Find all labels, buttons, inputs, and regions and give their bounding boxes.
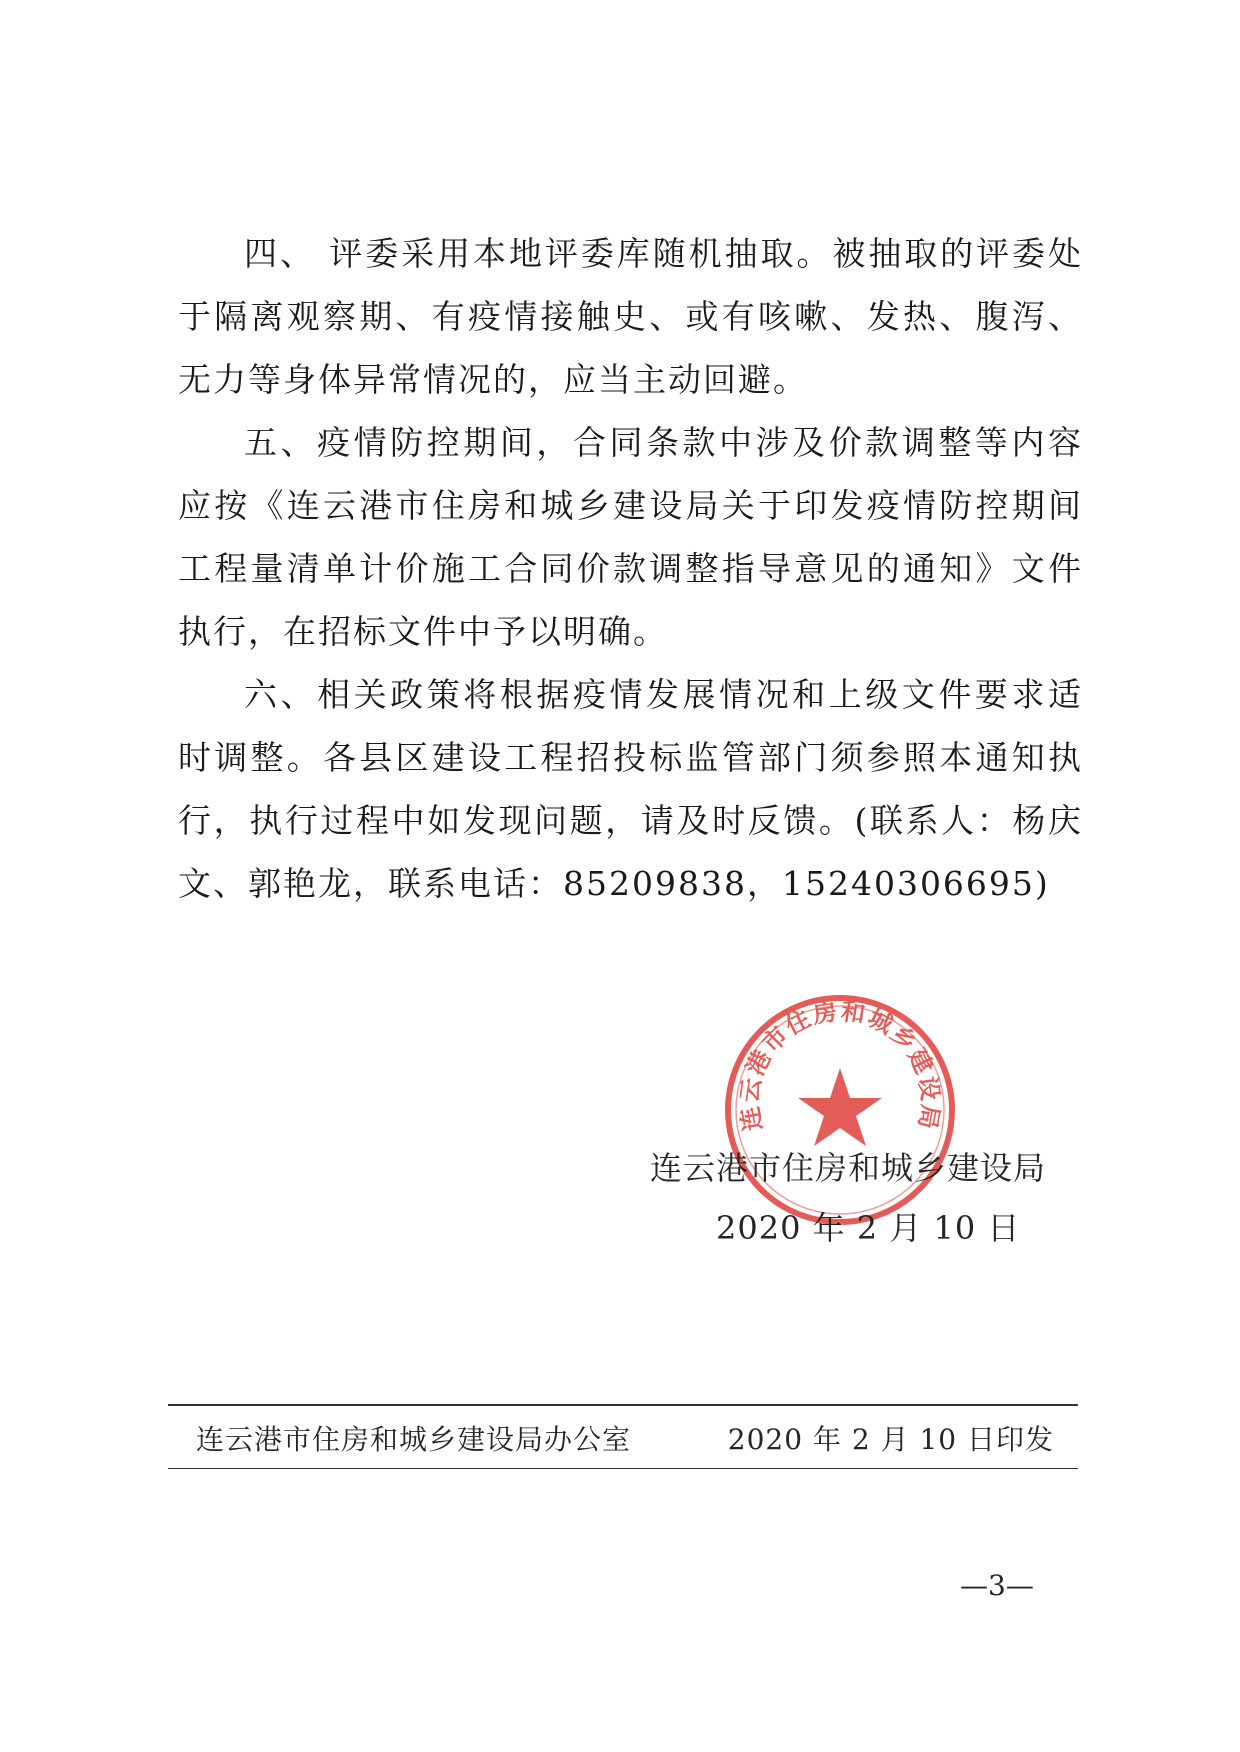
signature-organization: 连云港市住房和城乡建设局 (650, 1149, 1047, 1187)
footer-issuer: 连云港市住房和城乡建设局办公室 (196, 1423, 632, 1456)
footer-bottom-rule (168, 1468, 1078, 1469)
footer-top-rule (168, 1404, 1078, 1406)
seal-star-icon (798, 1068, 882, 1146)
paragraph-four: 四、 评委采用本地评委库随机抽取。被抽取的评委处于隔离观察期、有疫情接触史、或有咳嗽、发热、腹泻、无力等身体异常情况的，应当主动回避。 (178, 234, 1083, 399)
body-text (178, 222, 1083, 915)
page-number: —3— (960, 1569, 1034, 1602)
signature-block (650, 1138, 1090, 1258)
paragraph-six: 六、相关政策将根据疫情发展情况和上级文件要求适时调整。各县区建设工程招投标监管部门须参照本通知执行，执行过程中如发现问题，请及时反馈。(联系人：杨庆文、郭艳龙，联系电话：85209838，15240306695) (178, 675, 1083, 903)
seal-text: 连云港市住房和城乡建设局 (734, 996, 946, 1134)
signature-date: 2020 年 2 月 10 日 (716, 1209, 1021, 1247)
footer-issue-date: 2020 年 2 月 10 日印发 (727, 1423, 1054, 1456)
paragraph-five: 五、疫情防控期间，合同条款中涉及价款调整等内容应按《连云港市住房和城乡建设局关于印发疫情防控期间工程量清单计价施工合同价款调整指导意见的通知》文件执行，在招标文件中予以明确。 (178, 423, 1083, 651)
